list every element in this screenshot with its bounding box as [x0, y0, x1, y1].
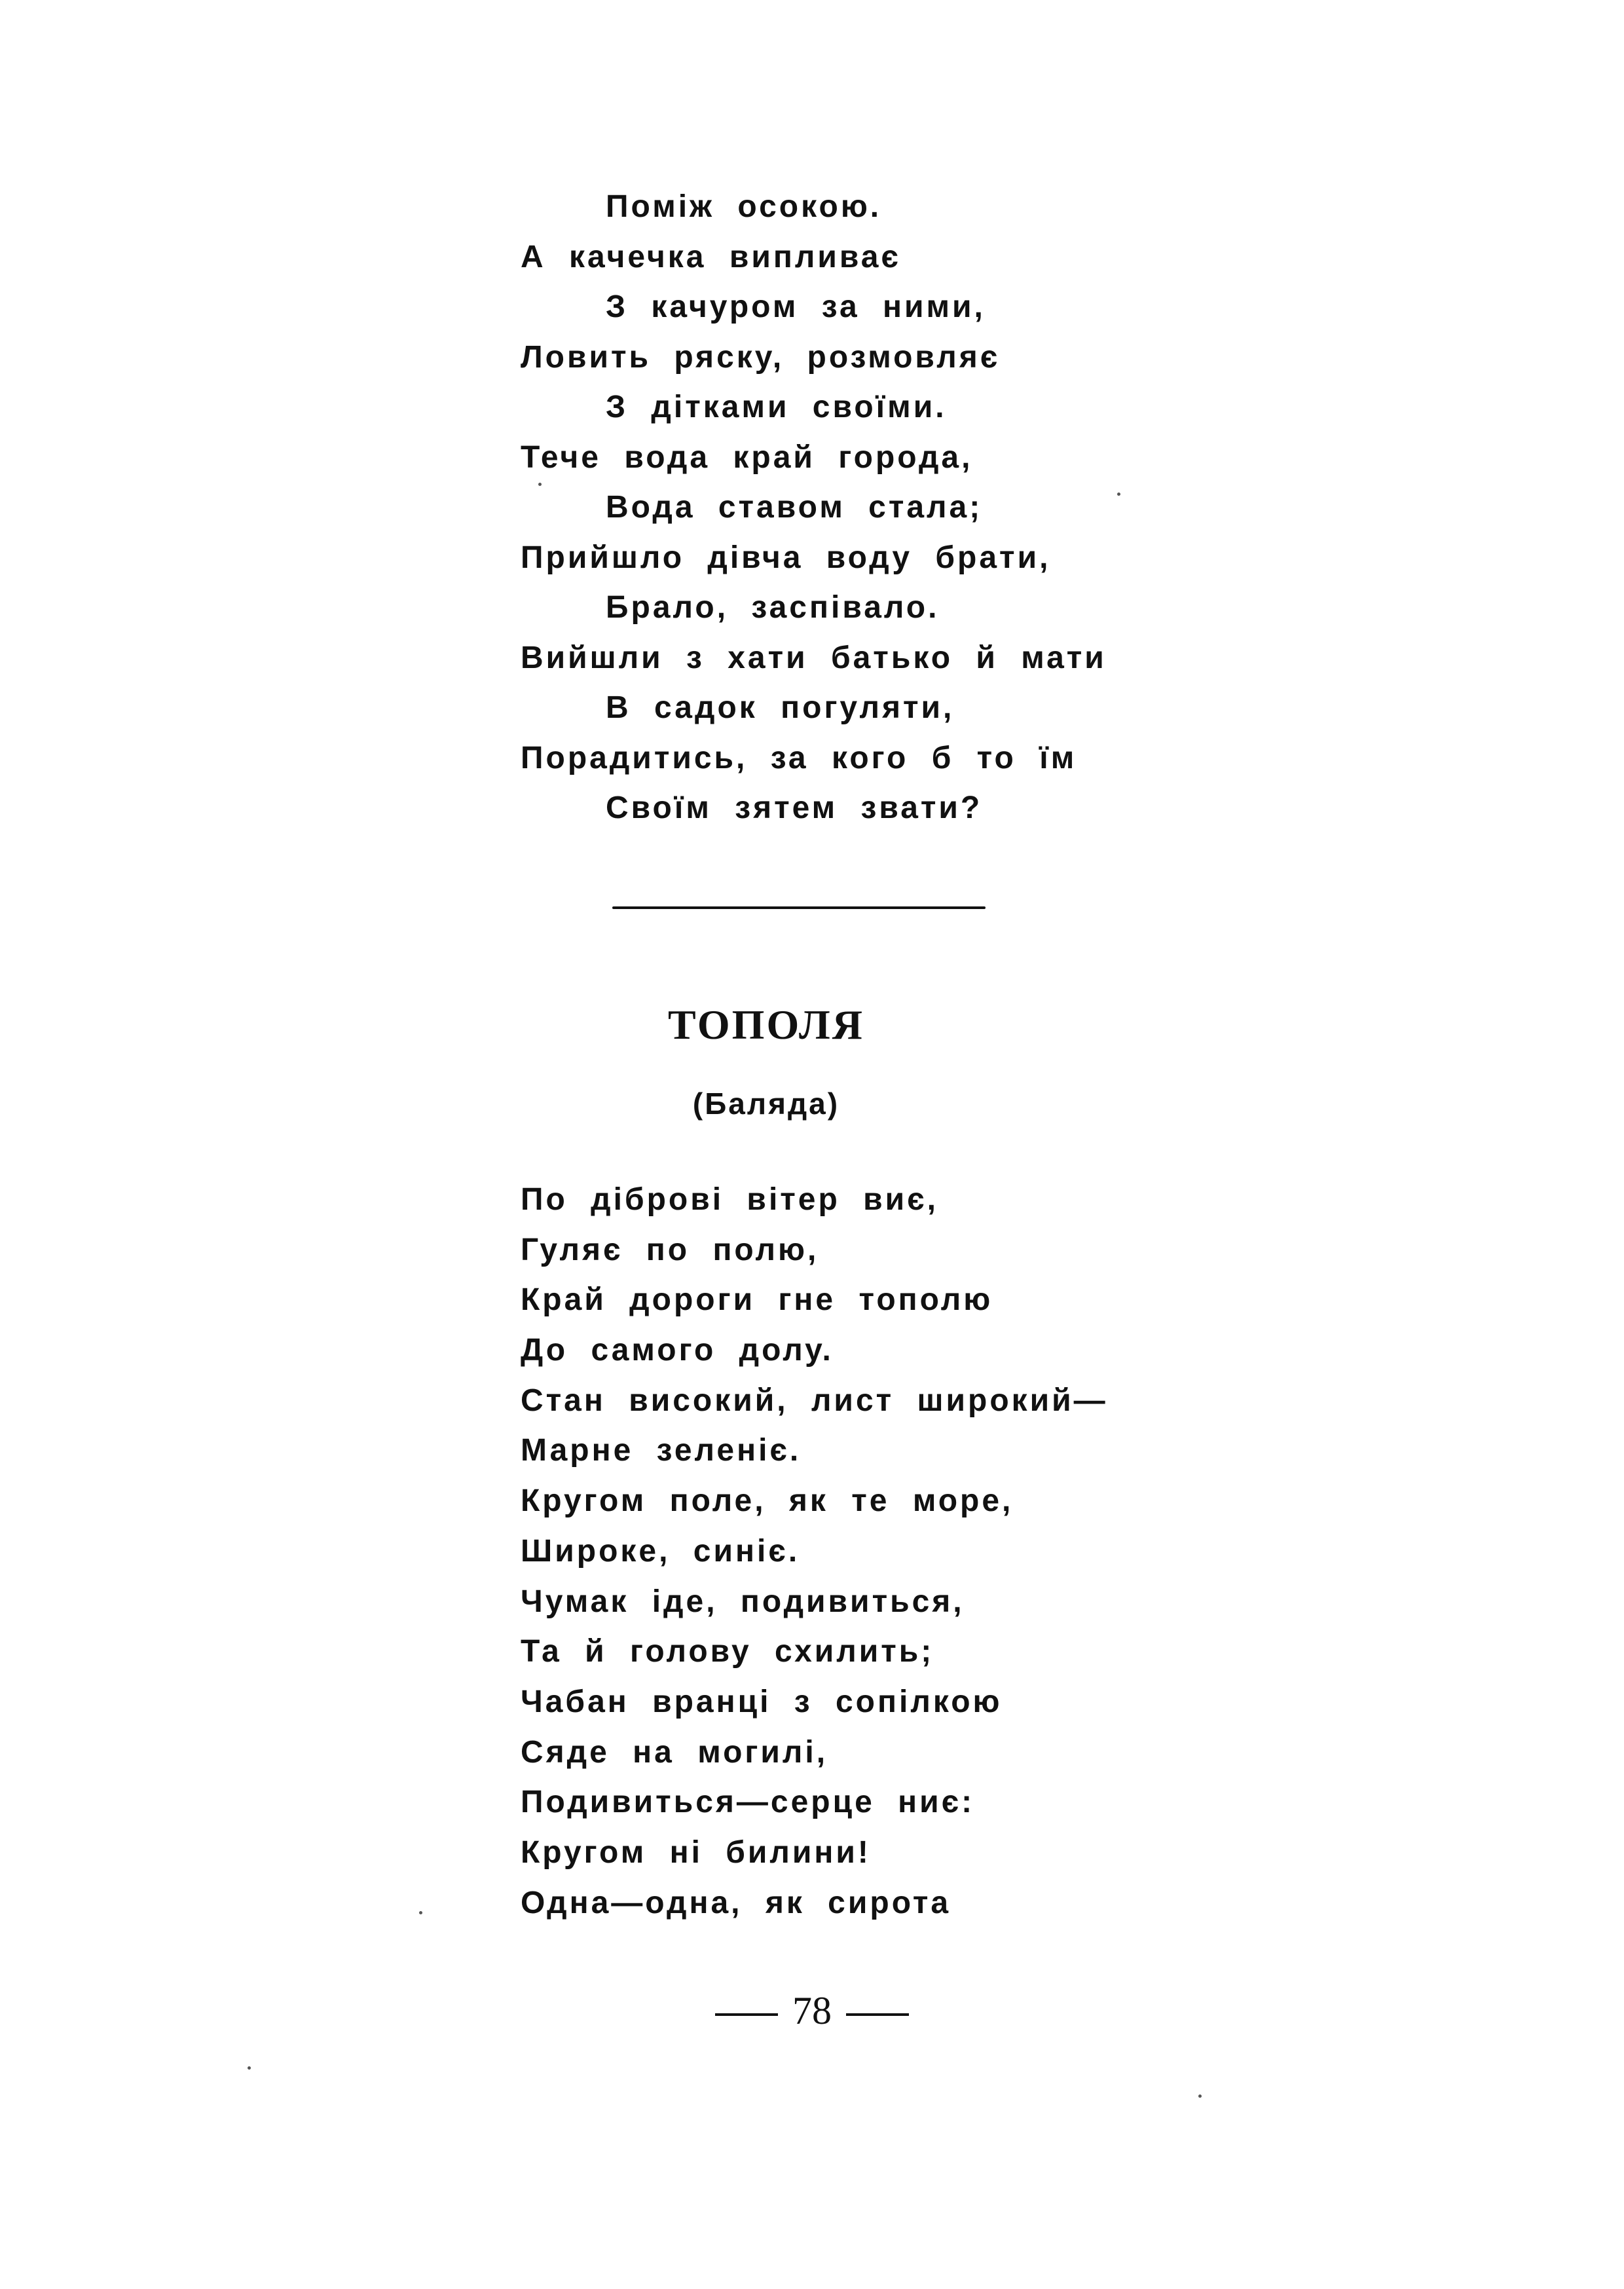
page-number-dash-left	[715, 2013, 778, 2016]
poem-subtitle: (Баляда)	[692, 1087, 840, 1121]
poem-line: Порадитись, за кого б то їм	[521, 740, 1077, 775]
section-divider	[612, 906, 986, 909]
poem-stanza-topolia	[521, 1175, 1108, 1928]
page-number-dash-right	[846, 2013, 909, 2016]
scan-speck	[1117, 493, 1120, 496]
poem-line: Вийшли з хати батько й мати	[521, 640, 1107, 675]
poem-line: Одна—одна, як сирота	[521, 1885, 951, 1920]
poem-line: Чабан вранці з сопілкою	[521, 1684, 1003, 1719]
page-number-value: 78	[792, 1989, 832, 2032]
poem-line: Широке, синіє.	[521, 1533, 800, 1569]
poem-line: Сяде на могилі,	[521, 1734, 828, 1770]
scan-speck	[419, 1911, 422, 1914]
poem-line: До самого долу.	[521, 1333, 834, 1368]
poem-title: ТОПОЛЯ	[668, 1001, 864, 1048]
scan-speck	[248, 2066, 251, 2070]
poem-line: Чумак іде, подивиться,	[521, 1584, 965, 1619]
poem-line: Край дороги гне тополю	[521, 1282, 993, 1318]
poem-line: Поміж осокою.	[606, 189, 882, 224]
page-number	[0, 1984, 1624, 2037]
poem-line: По діброві вітер виє,	[521, 1182, 938, 1217]
poem-line: З дітками своїми.	[606, 390, 947, 424]
poem-line: Кругом ні билини!	[521, 1834, 871, 1870]
poem-line: Кругом поле, як те море,	[521, 1483, 1014, 1519]
poem-line: Прийшло дівча воду брати,	[521, 540, 1051, 575]
poem-line: Своїм зятем звати?	[606, 791, 983, 825]
poem-line: Марне зеленіє.	[521, 1433, 802, 1468]
poem-line: В садок погуляти,	[606, 690, 955, 725]
poem-line: Брало, заспівало.	[606, 590, 940, 625]
poem-line: З качуром за ними,	[606, 289, 986, 324]
poem-line: Гуляє по полю,	[521, 1232, 819, 1267]
scan-speck	[1198, 2094, 1202, 2098]
poem-line: Вода ставом стала;	[606, 490, 983, 525]
poem-line: Стан високий, лист широкий—	[521, 1383, 1108, 1418]
poem-stanza-continued	[521, 182, 1107, 834]
poem-line: Ловить ряску, розмовляє	[521, 339, 1001, 375]
poem-line: Тече вода край города,	[521, 439, 973, 475]
scan-speck	[538, 483, 542, 486]
poem-line: Та й голову схилить;	[521, 1634, 934, 1669]
poem-line: А качечка випливає	[521, 239, 901, 274]
poem-line: Подивиться—серце ниє:	[521, 1785, 975, 1820]
